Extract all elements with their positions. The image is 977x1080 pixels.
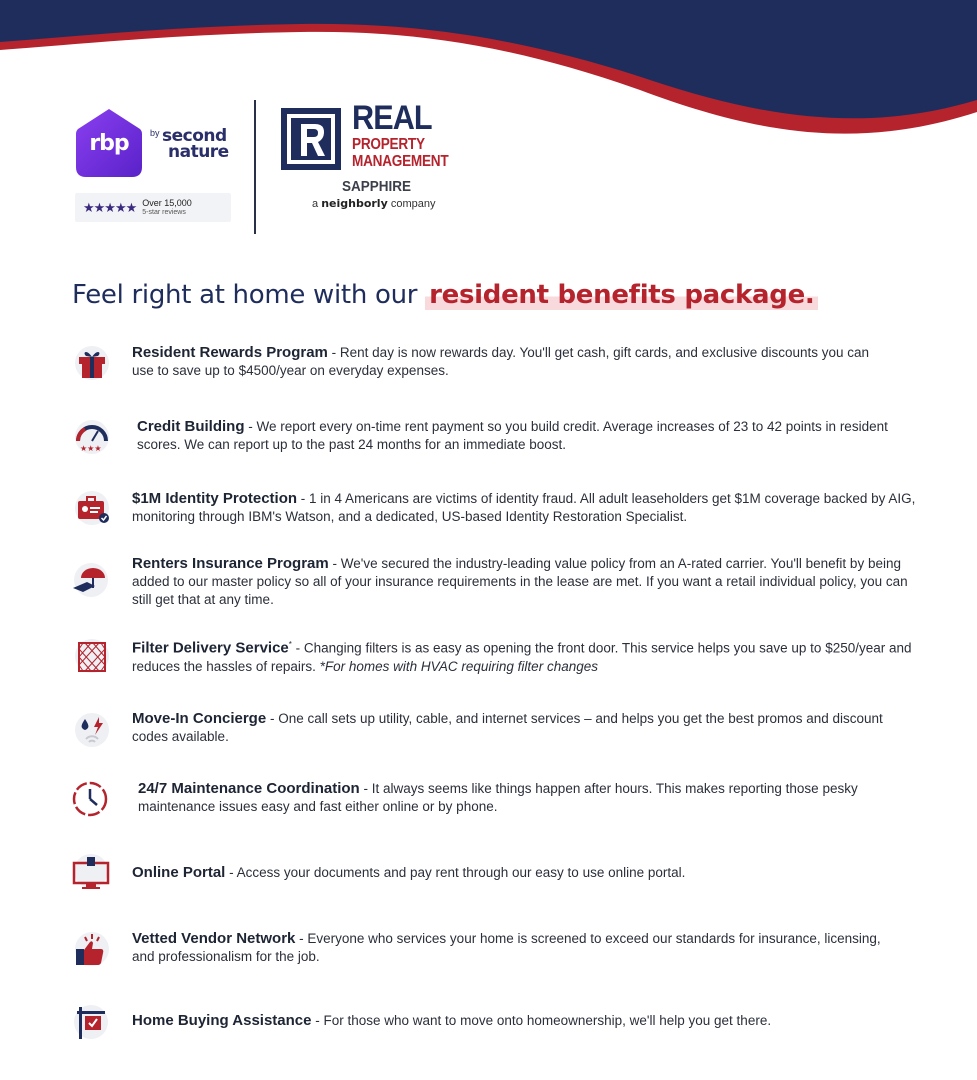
benefit-title: Home Buying Assistance <box>132 1012 312 1029</box>
second-nature-line2: nature <box>168 142 229 162</box>
benefit-dash: - <box>359 781 372 796</box>
rpm-property-wordmark: PROPERTY <box>352 136 425 153</box>
list-item <box>138 780 908 816</box>
benefit-dash: - <box>225 865 237 880</box>
rpm-tagline <box>312 197 435 210</box>
reviews-badge <box>75 193 231 222</box>
second-nature-wordmark <box>162 128 229 160</box>
gift-icon <box>73 343 111 381</box>
reviews-caption: 5-star reviews <box>142 208 186 216</box>
benefit-title: Vetted Vendor Network <box>132 930 296 947</box>
benefit-title: 24/7 Maintenance Coordination <box>138 780 360 797</box>
benefit-dash: - <box>327 345 340 360</box>
benefit-text: 1 in 4 Americans are victims of identity fraud. All adult leaseholders get $1M coverage backed by AIG, monitoring through IBM's Watson, and a dedicated, US-based Identity Restoration Specialist. <box>132 491 916 524</box>
rpm-real-wordmark: REAL <box>352 99 432 137</box>
svg-text:★★★: ★★★ <box>80 444 102 453</box>
benefit-title-mark: * <box>288 640 292 649</box>
benefit-title: Credit Building <box>137 418 245 435</box>
list-item <box>132 555 922 609</box>
umbrella-hand-icon <box>71 560 109 598</box>
rpm-tagline-prefix: a <box>312 198 319 210</box>
list-item <box>132 490 922 526</box>
home-sign-icon <box>72 1003 110 1041</box>
benefit-text: We've secured the industry-leading value policy from an A-rated carrier. You'll benefit by being added to our master policy so all of your insurance requirements in the lease are met. If you want a retail individual policy, you can still get that at any time. <box>132 556 908 607</box>
list-item <box>132 344 892 380</box>
benefit-dash: - <box>295 931 308 946</box>
thumbs-up-icon <box>73 929 111 967</box>
benefit-text: One call sets up utility, cable, and internet services – and helps you get the best promos and discount codes available. <box>132 711 883 744</box>
rbp-wordmark: rbp <box>89 130 129 156</box>
benefit-dash: - <box>291 640 304 656</box>
header-wave <box>0 0 977 170</box>
rpm-management-wordmark: MANAGEMENT <box>352 153 449 170</box>
benefit-dash: - <box>297 491 310 506</box>
list-item <box>132 1012 922 1030</box>
list-item <box>132 710 922 746</box>
rpm-location: SAPPHIRE <box>342 178 412 195</box>
air-filter-icon <box>73 637 111 675</box>
utilities-icon <box>73 711 111 749</box>
computer-monitor-icon <box>72 853 110 891</box>
rpm-tagline-brand: neighborly <box>321 197 388 210</box>
benefit-text: Access your documents and pay rent through our easy to use online portal. <box>236 865 686 880</box>
identity-badge-icon <box>73 489 111 527</box>
benefit-dash: - <box>244 419 257 434</box>
benefit-title: Renters Insurance Program <box>132 555 329 572</box>
benefit-title: Resident Rewards Program <box>132 344 328 361</box>
reviews-text <box>142 198 192 218</box>
benefit-dash: - <box>328 556 341 571</box>
page-title <box>72 280 818 310</box>
benefit-text: We report every on-time rent payment so you build credit. Average increases of 23 to 42 points in resident scores. We can report up to the past 24 months for an immediate boost. <box>137 419 888 452</box>
benefit-text: Rent day is now rewards day. You'll get cash, gift cards, and exclusive discounts you can use to save up to $4500/year on everyday expenses. <box>132 345 870 378</box>
headline-lead: Feel right at home with our <box>72 280 418 310</box>
benefit-title: Move-In Concierge <box>132 710 267 727</box>
benefit-text: It always seems like things happen after hours. This makes reporting those pesky maintenance issues easy and fast either online or by phone. <box>138 781 858 814</box>
rating-stars-icon: ★★★★★ <box>83 199 137 215</box>
list-item <box>132 636 922 676</box>
headline-highlight: resident benefits package. <box>425 280 818 310</box>
by-label: by <box>150 128 160 138</box>
benefit-title: Filter Delivery Service <box>132 639 289 657</box>
benefit-footnote: *For homes with HVAC requiring filter changes <box>319 658 598 674</box>
benefit-text: Everyone who services your home is screened to exceed our standards for insurance, licensing, and professionalism for the job. <box>132 931 881 964</box>
reviews-count: Over 15,000 <box>142 197 192 208</box>
second-nature-line1: second <box>162 126 227 146</box>
benefit-title: Online Portal <box>132 864 226 881</box>
list-item <box>137 418 892 454</box>
clock-icon <box>71 780 109 818</box>
benefit-title: $1M Identity Protection <box>132 490 298 507</box>
benefit-dash: - <box>266 711 279 726</box>
rpm-tagline-suffix: company <box>390 198 436 210</box>
logo-divider <box>254 100 256 234</box>
list-item <box>132 864 922 882</box>
rpm-house-logo-icon <box>279 106 343 172</box>
list-item <box>132 930 892 966</box>
benefit-dash: - <box>311 1013 324 1028</box>
benefit-text: Changing filters is as easy as opening the front door. This service helps you save up to $250/year and reduces the hassles of repairs. <box>132 640 912 674</box>
benefit-text: For those who want to move onto homeownership, we'll help you get there. <box>323 1013 772 1028</box>
credit-gauge-icon <box>73 417 111 455</box>
